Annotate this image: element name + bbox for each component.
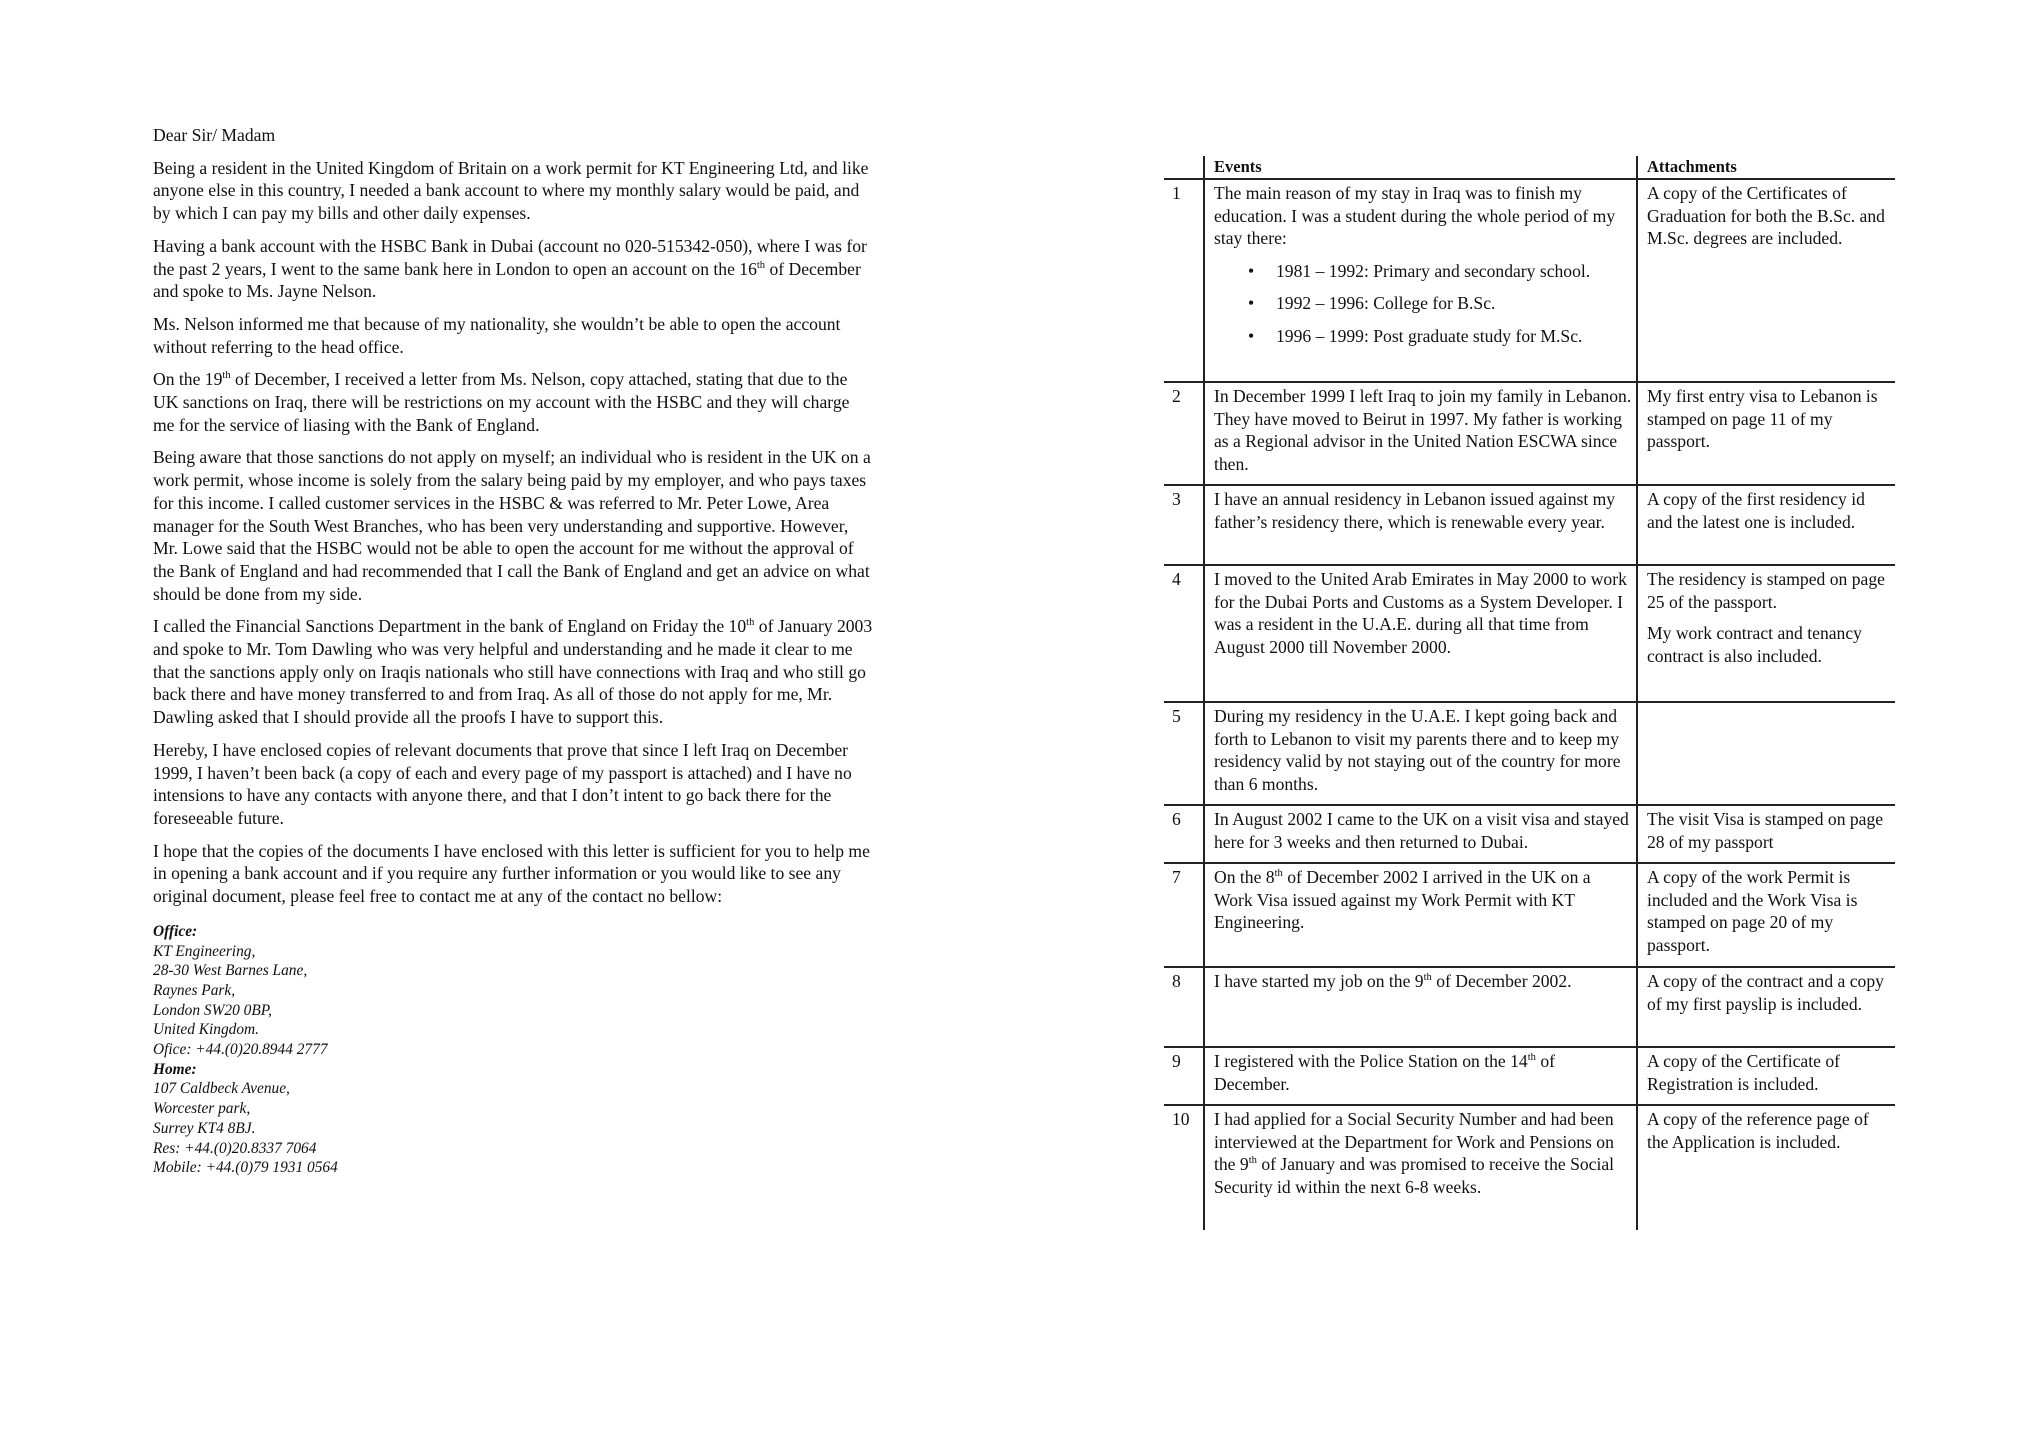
- table-row: [1164, 805, 1895, 863]
- text-run: of December.: [1214, 1051, 1555, 1094]
- letter-paragraph: [153, 446, 873, 605]
- superscript: th: [756, 259, 766, 271]
- event-text: [1214, 385, 1632, 475]
- text-run: of January 2003 and spoke to Mr. Tom Dawling who was very helpful and understanding and he made it clear to me that the sanctions apply only on Iraqis nationals who still have connections with Iraq and who still go back there and have money transferred to and from Iraq. As all of those do not apply for me, Mr. Dawling asked that I should provide all the proofs I have to support this.: [153, 616, 873, 728]
- bullet-item: • 1992 – 1996: College for B.Sc.: [1214, 292, 1632, 315]
- superscript: th: [1274, 868, 1283, 880]
- row-number: 9: [1164, 1047, 1204, 1105]
- text-run: The residency is stamped on page 25 of the passport.: [1647, 569, 1885, 612]
- text-run: In December 1999 I left Iraq to join my family in Lebanon. They have moved to Beirut in 1997. My father is working as a Regional advisor in the United Nation ESCWA since then.: [1214, 386, 1632, 474]
- table-row: [1164, 565, 1895, 702]
- table-row: [1164, 485, 1895, 565]
- attachment-cell: [1637, 382, 1895, 485]
- contact-heading: Home:: [153, 1060, 197, 1078]
- attachment-cell: [1637, 485, 1895, 565]
- text-run: The main reason of my stay in Iraq was to finish my education. I was a student during the whole period of my stay there:: [1214, 183, 1616, 248]
- event-cell: [1204, 702, 1637, 805]
- event-text: [1214, 182, 1632, 250]
- attachment-text: [1647, 1108, 1891, 1153]
- text-run: Hereby, I have enclosed copies of relevant documents that prove that since I left Iraq on December 1999, I haven’t been back (a copy of each and every page of my passport is attached) and I have no intensions to have any contacts with anyone there, and that I don’t intent to go back there for the foreseeable future.: [153, 739, 852, 828]
- header-number: [1164, 156, 1204, 179]
- text-run: of December, I received a letter from Ms. Nelson, copy attached, stating that due to the UK sanctions on Iraq, there will be restrictions on my account with the HSBC and they will charge me for the service of liasing with the Bank of England.: [153, 369, 850, 435]
- contact-line: London SW20 0BP,: [153, 1001, 272, 1019]
- row-number: 2: [1164, 382, 1204, 485]
- event-cell: [1204, 863, 1637, 967]
- text-run: Ms. Nelson informed me that because of my nationality, she wouldn’t be able to open the account without referring to the head office.: [153, 313, 841, 357]
- letter-paragraph: [153, 235, 873, 303]
- attachment-text: [1647, 182, 1891, 250]
- text-run: Being aware that those sanctions do not apply on myself; an individual who is resident in the UK on a work permit, whose income is solely from the salary being paid by my employer, and who pays taxes for this income. I called customer services in the HSBC & was referred to Mr. Peter Lowe, Area manager for the South West Branches, who has been very understanding and supportive. However, Mr. Lowe said that the HSBC would not be able to open the account for me without the approval of the Bank of England and had recommended that I call the Bank of England and get an advice on what should be done from my side.: [153, 447, 871, 604]
- text-run: of December 2002 I arrived in the UK on a Work Visa issued against my Work Permit with KT Engineering.: [1214, 867, 1591, 932]
- contact-line: Mobile: +44.(0)79 1931 0564: [153, 1159, 338, 1177]
- letter-paragraph: [153, 313, 873, 358]
- contact-line: United Kingdom.: [153, 1021, 260, 1039]
- text-run: Having a bank account with the HSBC Bank in Dubai (account no 020-515342-050), where I was for the past 2 years, I went to the same bank here in London to open an account on the 16: [153, 235, 867, 279]
- row-number: 4: [1164, 565, 1204, 702]
- contact-line: KT Engineering,: [153, 942, 256, 960]
- event-text: [1214, 970, 1632, 993]
- row-number: 10: [1164, 1105, 1204, 1230]
- text-run: I hope that the copies of the documents I have enclosed with this letter is sufficient for you to help me in opening a bank account and if you require any further information or you would like to see any original document, please feel free to contact me at any of the contact no bellow:: [153, 840, 870, 907]
- event-text: [1214, 488, 1632, 533]
- attachment-text: [1647, 568, 1891, 613]
- text-run: Being a resident in the United Kingdom of Britain on a work permit for KT Engineering Ltd, and like anyone else in this country, I needed a bank account to where my monthly salary would be paid, and by which I can pay my bills and other daily expenses.: [153, 157, 869, 224]
- text-run: My first entry visa to Lebanon is stamped on page 11 of my passport.: [1647, 386, 1878, 451]
- event-cell: [1204, 485, 1637, 565]
- attachment-text: [1647, 488, 1891, 533]
- letter-paragraph: [153, 157, 873, 225]
- text-run: On the 8: [1214, 867, 1275, 887]
- event-text: [1214, 808, 1632, 853]
- attachment-cell: [1637, 967, 1895, 1047]
- attachment-text: [1647, 970, 1891, 1015]
- table-row: [1164, 967, 1895, 1047]
- event-cell: [1204, 179, 1637, 382]
- event-cell: [1204, 565, 1637, 702]
- letter-paragraphs: [153, 157, 873, 908]
- text-run: I registered with the Police Station on the 14: [1214, 1051, 1528, 1071]
- attachment-cell: [1637, 702, 1895, 805]
- text-run: My work contract and tenancy contract is also included.: [1647, 623, 1862, 666]
- event-cell: [1204, 805, 1637, 863]
- table-header-row: [1164, 156, 1895, 179]
- text-run: A copy of the Certificate of Registration is included.: [1647, 1051, 1840, 1094]
- event-text: [1214, 1050, 1632, 1095]
- contact-line: 107 Caldbeck Avenue,: [153, 1080, 290, 1098]
- text-run: A copy of the contract and a copy of my first payslip is included.: [1647, 971, 1884, 1014]
- attachment-text: [1647, 866, 1891, 956]
- letter-paragraph: [153, 739, 873, 830]
- event-text: [1214, 1108, 1632, 1198]
- text-run: I moved to the United Arab Emirates in May 2000 to work for the Dubai Ports and Customs as a System Developer. I was a resident in the U.A.E. during all that time from August 2000 till November 2000.: [1214, 569, 1627, 657]
- bullet-item: • 1981 – 1992: Primary and secondary school.: [1214, 260, 1632, 283]
- text-run: I have started my job on the 9: [1214, 971, 1424, 991]
- event-text: [1214, 866, 1632, 934]
- event-bullets: [1214, 260, 1632, 348]
- attachment-cell: [1637, 805, 1895, 863]
- superscript: th: [1423, 972, 1432, 984]
- text-run: A copy of the work Permit is included and the Work Visa is stamped on page 20 of my passport.: [1647, 867, 1858, 955]
- event-cell: [1204, 1047, 1637, 1105]
- row-number: 1: [1164, 179, 1204, 382]
- attachment-text: [1647, 385, 1891, 453]
- attachment-cell: [1637, 1047, 1895, 1105]
- contact-details: [153, 922, 873, 1178]
- contact-line: Surrey KT4 8BJ.: [153, 1119, 256, 1137]
- text-run: In August 2002 I came to the UK on a visit visa and stayed here for 3 weeks and then returned to Dubai.: [1214, 809, 1629, 852]
- salutation: Dear Sir/ Madam: [153, 125, 276, 145]
- attachment-cell: [1637, 863, 1895, 967]
- letter-paragraph: [153, 840, 873, 908]
- contact-line: Res: +44.(0)20.8337 7064: [153, 1139, 317, 1157]
- letter-paragraph: [153, 368, 873, 436]
- text-run: A copy of the first residency id and the latest one is included.: [1647, 489, 1865, 532]
- attachment-cell: [1637, 1105, 1895, 1230]
- events-table: [1164, 156, 1895, 1230]
- table-row: [1164, 1047, 1895, 1105]
- superscript: th: [222, 370, 231, 382]
- row-number: 8: [1164, 967, 1204, 1047]
- table-row: [1164, 179, 1895, 382]
- header-attachments: Attachments: [1647, 157, 1737, 176]
- table-row: [1164, 382, 1895, 485]
- contact-heading: Office:: [153, 922, 198, 940]
- text-run: of December 2002.: [1431, 971, 1572, 991]
- superscript: th: [746, 617, 755, 629]
- row-number: 3: [1164, 485, 1204, 565]
- text-run: On the 19: [153, 369, 223, 390]
- table-row: [1164, 863, 1895, 967]
- row-number: 5: [1164, 702, 1204, 805]
- event-cell: [1204, 382, 1637, 485]
- contact-line: Ofice: +44.(0)20.8944 2777: [153, 1041, 328, 1059]
- text-run: I had applied for a Social Security Number and had been interviewed at the Department for Work and Pensions on the 9: [1214, 1109, 1614, 1174]
- row-number: 7: [1164, 863, 1204, 967]
- table-row: [1164, 1105, 1895, 1230]
- text-run: I have an annual residency in Lebanon issued against my father’s residency there, which is renewable every year.: [1214, 489, 1616, 532]
- attachment-text: [1647, 1050, 1891, 1095]
- text-run: A copy of the reference page of the Application is included.: [1647, 1109, 1869, 1152]
- contact-line: Raynes Park,: [153, 981, 236, 999]
- event-text: [1214, 568, 1632, 658]
- superscript: th: [1248, 1155, 1257, 1167]
- text-run: A copy of the Certificates of Graduation for both the B.Sc. and M.Sc. degrees are included.: [1647, 183, 1885, 248]
- contact-line: 28-30 West Barnes Lane,: [153, 962, 308, 980]
- text-run: The visit Visa is stamped on page 28 of my passport: [1647, 809, 1884, 852]
- letter-body: [153, 124, 873, 1178]
- header-events: Events: [1204, 156, 1637, 179]
- table-row: [1164, 702, 1895, 805]
- text-run: of January and was promised to receive the Social Security id within the next 6-8 weeks.: [1214, 1154, 1615, 1197]
- event-cell: [1204, 967, 1637, 1047]
- attachment-cell: [1637, 179, 1895, 382]
- row-number: 6: [1164, 805, 1204, 863]
- bullet-item: • 1996 – 1999: Post graduate study for M.Sc.: [1214, 325, 1632, 348]
- letter-paragraph: [153, 615, 873, 729]
- event-text: [1214, 705, 1632, 795]
- attachment-text: [1647, 622, 1891, 667]
- attachment-text: [1647, 808, 1891, 853]
- contact-line: Worcester park,: [153, 1100, 251, 1118]
- attachment-cell: [1637, 565, 1895, 702]
- text-run: I called the Financial Sanctions Department in the bank of England on Friday the 10: [153, 616, 747, 637]
- text-run: During my residency in the U.A.E. I kept going back and forth to Lebanon to visit my parents there and to keep my residency valid by not staying out of the country for more than 6 months.: [1214, 706, 1621, 794]
- superscript: th: [1527, 1052, 1536, 1064]
- event-cell: [1204, 1105, 1637, 1230]
- text-run: of December and spoke to Ms. Jayne Nelson.: [153, 258, 861, 302]
